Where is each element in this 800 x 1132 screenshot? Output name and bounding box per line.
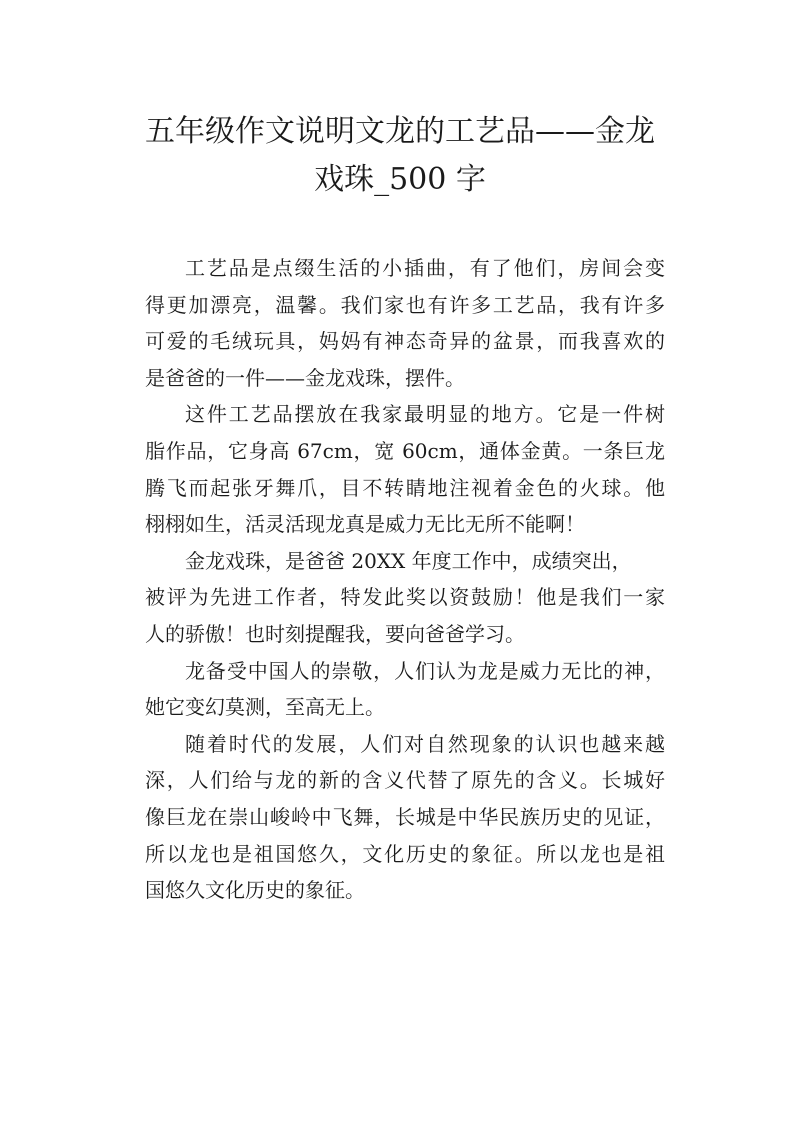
text-line: 工艺品是点缀生活的小插曲，有了他们，房间会变 xyxy=(185,256,665,280)
text-line: 被评为先进工作者，特发此奖以资鼓励！他是我们一家 xyxy=(145,585,665,610)
title-line-2: 戏珠_500 字 xyxy=(314,162,486,197)
text-line: 是爸爸的一件——金龙戏珠，摆件。 xyxy=(145,365,465,390)
text-line: 这件工艺品摆放在我家最明显的地方。它是一件树 xyxy=(185,402,665,427)
text-line: 深，人们给与龙的新的含义代替了原先的含义。长城好 xyxy=(145,768,665,793)
text-line: 龙备受中国人的崇敬，人们认为龙是威力无比的神， xyxy=(185,658,665,683)
text-line: 脂作品，它身高 67cm，宽 60cm，通体金黄。一条巨龙 xyxy=(145,438,665,463)
text-line: 所以龙也是祖国悠久，文化历史的象征。所以龙也是祖 xyxy=(145,841,665,866)
text-line: 栩栩如生，活灵活现龙真是威力无比无所不能啊！ xyxy=(145,512,585,537)
text-line: 人的骄傲！也时刻提醒我，要向爸爸学习。 xyxy=(145,621,525,646)
text-line: 可爱的毛绒玩具，妈妈有神态奇异的盆景，而我喜欢的 xyxy=(145,329,665,354)
text-line: 金龙戏珠，是爸爸 20XX 年度工作中，成绩突出， xyxy=(185,548,632,573)
document-body xyxy=(145,250,665,909)
text-line: 随着时代的发展，人们对自然现象的认识也越来越 xyxy=(185,731,665,756)
document-title xyxy=(140,108,660,204)
text-line: 她它变幻莫测，至高无上。 xyxy=(145,695,385,720)
text-line: 得更加漂亮，温馨。我们家也有许多工艺品，我有许多 xyxy=(145,292,665,317)
text-line: 像巨龙在崇山峻岭中飞舞，长城是中华民族历史的见证， xyxy=(145,804,665,829)
text-line: 国悠久文化历史的象征。 xyxy=(145,878,365,903)
text-line: 腾飞而起张牙舞爪，目不转睛地注视着金色的火球。他 xyxy=(145,475,665,500)
title-line-1: 五年级作文说明文龙的工艺品——金龙 xyxy=(145,114,655,149)
